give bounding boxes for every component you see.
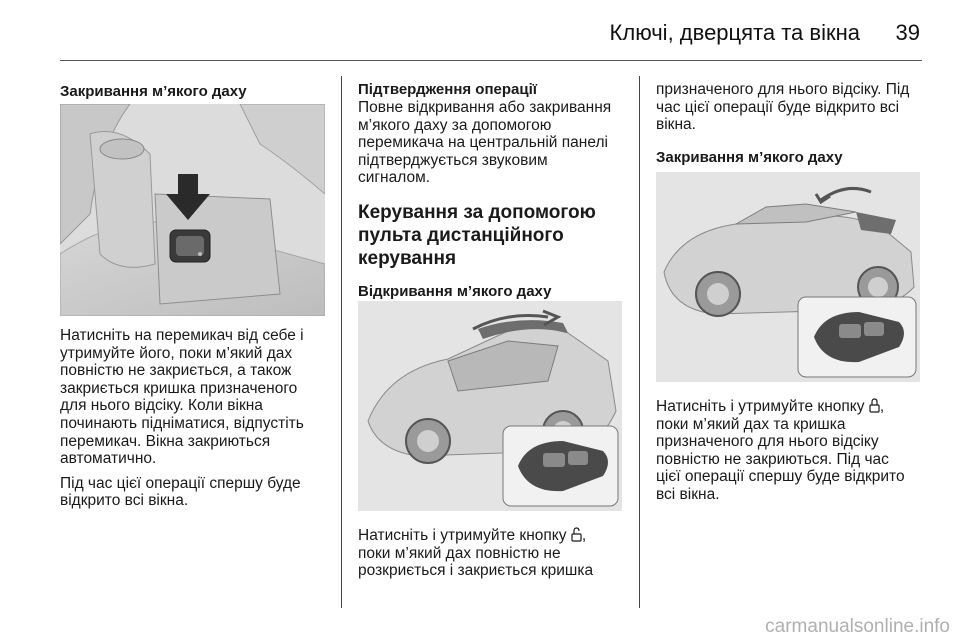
paragraph	[656, 398, 931, 504]
lock-key-icon	[869, 398, 880, 413]
figure-roof-switch	[60, 104, 325, 316]
column-3	[656, 81, 931, 167]
text-line: утримуйте його, поки м’який дах	[60, 344, 293, 362]
text-line: перемикач. Вікна закриються	[60, 432, 271, 450]
text-line: перемикача на центральній панелі	[358, 134, 608, 152]
text-line: вікна.	[656, 116, 696, 134]
paragraph	[60, 475, 335, 510]
text-line: розкриється і закриється кришка	[358, 562, 594, 580]
text-line: всі вікна.	[656, 485, 720, 503]
text-line: поки м’який дах та кришка	[656, 415, 846, 433]
column-divider	[639, 76, 640, 608]
text-line: Натисніть і утримуйте кнопку	[656, 398, 865, 415]
convertible-car-remote-unlock-illustration	[358, 301, 622, 511]
section-heading: Закривання м’якого даху	[60, 83, 247, 100]
text-line: починають підніматися, відпустіть	[60, 414, 304, 432]
text-line: автоматично.	[60, 450, 157, 468]
text-line: час цієї операції буде відкрито всі	[656, 98, 900, 116]
paragraph	[358, 99, 630, 187]
subheading-open: Відкривання м’якого даху	[358, 282, 552, 300]
figure-remote-open	[358, 301, 622, 511]
text-line: Під час цієї операції спершу буде	[60, 474, 301, 492]
text-line: підтверджується звуковим	[358, 151, 548, 169]
convertible-roof-switch-illustration	[60, 104, 325, 316]
text-line: для нього відсіку. Коли вікна	[60, 397, 263, 415]
text-punct: ,	[879, 398, 885, 415]
unlock-key-icon	[571, 527, 582, 542]
text-line: відкрито всі вікна.	[60, 492, 189, 510]
column-1-text	[60, 327, 335, 510]
subheading-confirm: Підтвердження операції	[358, 81, 537, 98]
text-line: закриється кришка призначеного	[60, 379, 298, 397]
column-2-text	[358, 527, 633, 580]
heading-line: керування	[358, 247, 457, 269]
text-punct: ,	[581, 527, 587, 544]
text-line: повністю не закриються. Під час	[656, 450, 889, 468]
watermark: carmanualsonline.info	[765, 616, 950, 637]
heading-line: Керування за допомогою	[358, 201, 596, 223]
column-divider	[341, 76, 342, 608]
text-line: Натисніть і утримуйте кнопку	[358, 527, 567, 544]
page-title: Ключі, дверцята та вікна	[609, 20, 860, 45]
subheading-close: Закривання м’якого даху	[656, 148, 843, 166]
heading-line: пульта дистанційного	[358, 224, 564, 246]
header-rule	[60, 60, 922, 61]
text-line: сигналом.	[358, 169, 431, 187]
text-line: Повне відкривання або закривання	[358, 99, 612, 116]
paragraph	[358, 527, 633, 580]
text-line: Натисніть на перемикач від себе і	[60, 327, 304, 344]
text-line: призначеного для нього відсіку	[656, 433, 879, 451]
page-number: 39	[895, 20, 920, 45]
text-line: повністю не закриється, а також	[60, 362, 292, 380]
text-line: цієї операції спершу буде відкрито	[656, 468, 905, 486]
paragraph	[60, 327, 335, 468]
text-line: призначеного для нього відсіку. Під	[656, 81, 910, 98]
column-1	[60, 82, 330, 101]
column-3-text	[656, 398, 931, 504]
section-heading	[358, 201, 630, 270]
paragraph	[656, 81, 931, 134]
figure-remote-close	[656, 172, 920, 382]
column-2	[358, 80, 630, 301]
text-line: м’якого даху за допомогою	[358, 116, 552, 134]
convertible-car-remote-lock-illustration	[656, 172, 920, 382]
text-line: поки м’який дах повністю не	[358, 544, 561, 562]
